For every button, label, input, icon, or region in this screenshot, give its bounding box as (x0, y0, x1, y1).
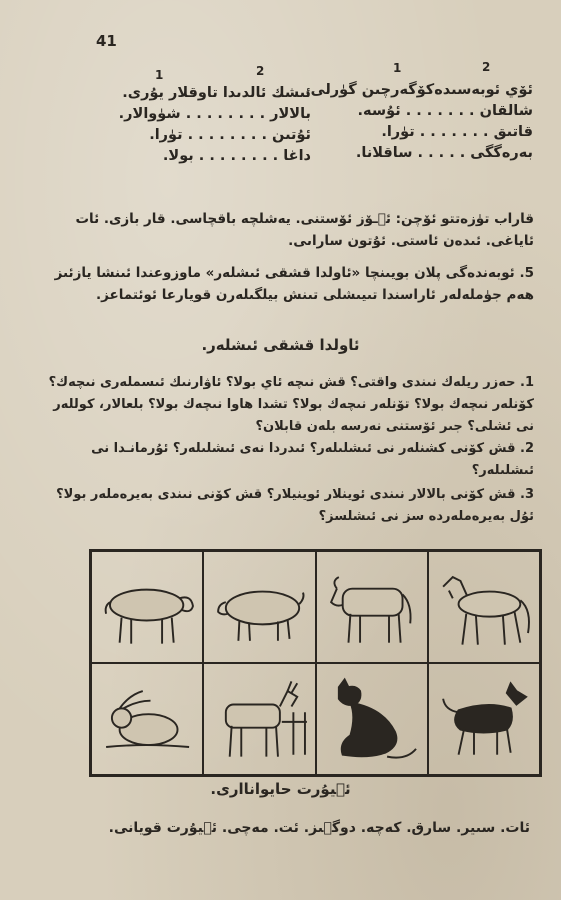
exercise-right-row: بەرەگگى . . . . . ساقلانا. (355, 145, 533, 161)
animal-names-list: ئات. سىير. سارق. كەچە. دوگ٘ىز. ئت. مەچى. ئ٘يۇرت قويانى. (108, 820, 530, 836)
exercise-left (101, 83, 311, 167)
page-number: 41 (96, 32, 117, 50)
cat-cell (316, 663, 428, 775)
pig-cell (203, 551, 315, 663)
exercise-left-row: داغا . . . . . . . . بولا. (162, 148, 311, 164)
question-1: 1. حەزر ريلەك نىندى واقتى؟ قش نىچە ئاي بولا؟ ئاۋارنىك ئىسملەرى نىچەك؟ كۆنلەر نىچەك بولا؟ تۆنلەر نىچەك بولا؟ تشدا ھاوا نىچەك بولا؟ بلعالار، كوللەر نى ئشلى؟ جىر ئۆستنى نەرسە بلەن قابلان؟ (48, 375, 534, 434)
question-3: 3. قش كۆنى بالالار نىندى ئوينلار ئوينيلار؟ قش كۆنى نىندى بەيرەملەر بولا؟ ئۇل بەيرەملەردە سز نى ئىشلسز؟ (56, 487, 534, 524)
exercise-right-row: شالقان . . . . . . . ئۇسە. (357, 103, 533, 119)
rabbit-icon (92, 664, 202, 774)
exercise-left-title: ئىشك ئالدىدا تاوقلار يۇرى. (122, 85, 311, 101)
exercise-right-title: ئۆي ئوبەسىدەكۆگەرچىن گۈرلى. (305, 82, 533, 98)
pig-icon (204, 552, 314, 662)
dog-icon (429, 664, 539, 774)
column-number-right-1: 1 (393, 61, 402, 75)
goat-icon (204, 664, 314, 774)
column-number-left-2: 2 (256, 64, 265, 78)
sheep-cell (91, 551, 203, 663)
goat-cell (203, 663, 315, 775)
cow-cell (316, 551, 428, 663)
rabbit-cell (91, 663, 203, 775)
horse-cell (428, 551, 540, 663)
dog-cell (428, 663, 540, 775)
cat-icon (317, 664, 427, 774)
question-2: 2. قش كۆنى كشنلەر نى ئىشلىلەر؟ ئىدردا نەى ئىشلىلەر؟ ئۇرمانـدا نى ئىشلىلەر؟ (91, 441, 534, 478)
section-heading: ئاولدا قشقى ئىشلەر. (201, 336, 360, 354)
sheep-icon (92, 552, 202, 662)
picture-caption: ئ٘يۇرت حايواناارى. (210, 780, 351, 798)
horse-icon (429, 552, 539, 662)
column-number-right-2: 2 (482, 60, 491, 74)
cow-icon (317, 552, 427, 662)
exercise-right (303, 80, 533, 164)
animals-picture-grid (89, 549, 542, 777)
column-number-left-1: 1 (155, 68, 164, 82)
exercise-right-row: قاتىق . . . . . . . تۈرا. (381, 124, 533, 140)
exercise-left-row: بالالار . . . . . . . . شۈوالار. (118, 106, 311, 122)
instruction-paragraph: قاراب تۈزەتتو ئۆچن: ئ٘ـۆز ئۆستنى. يەشلچە باقچاسى. قار بازى. ئات ئاياغى. ئىدەن ئاستى. ئۇتون ساراىى. (75, 211, 534, 249)
exercise-5-paragraph: 5. ئوبەندەگى پلان بويىنچا «ئاولدا قشقى ئىشلەر» ماوزوعندا ئىنشا يازئىز ھەم جۈملەلەر ئاراسندا تىيىشلى تىنش بيلگىلەرن قويارعا ئوئتماعز. (54, 265, 534, 303)
exercise-left-row: ئۇتىن . . . . . . . . تۈرا. (149, 127, 311, 143)
